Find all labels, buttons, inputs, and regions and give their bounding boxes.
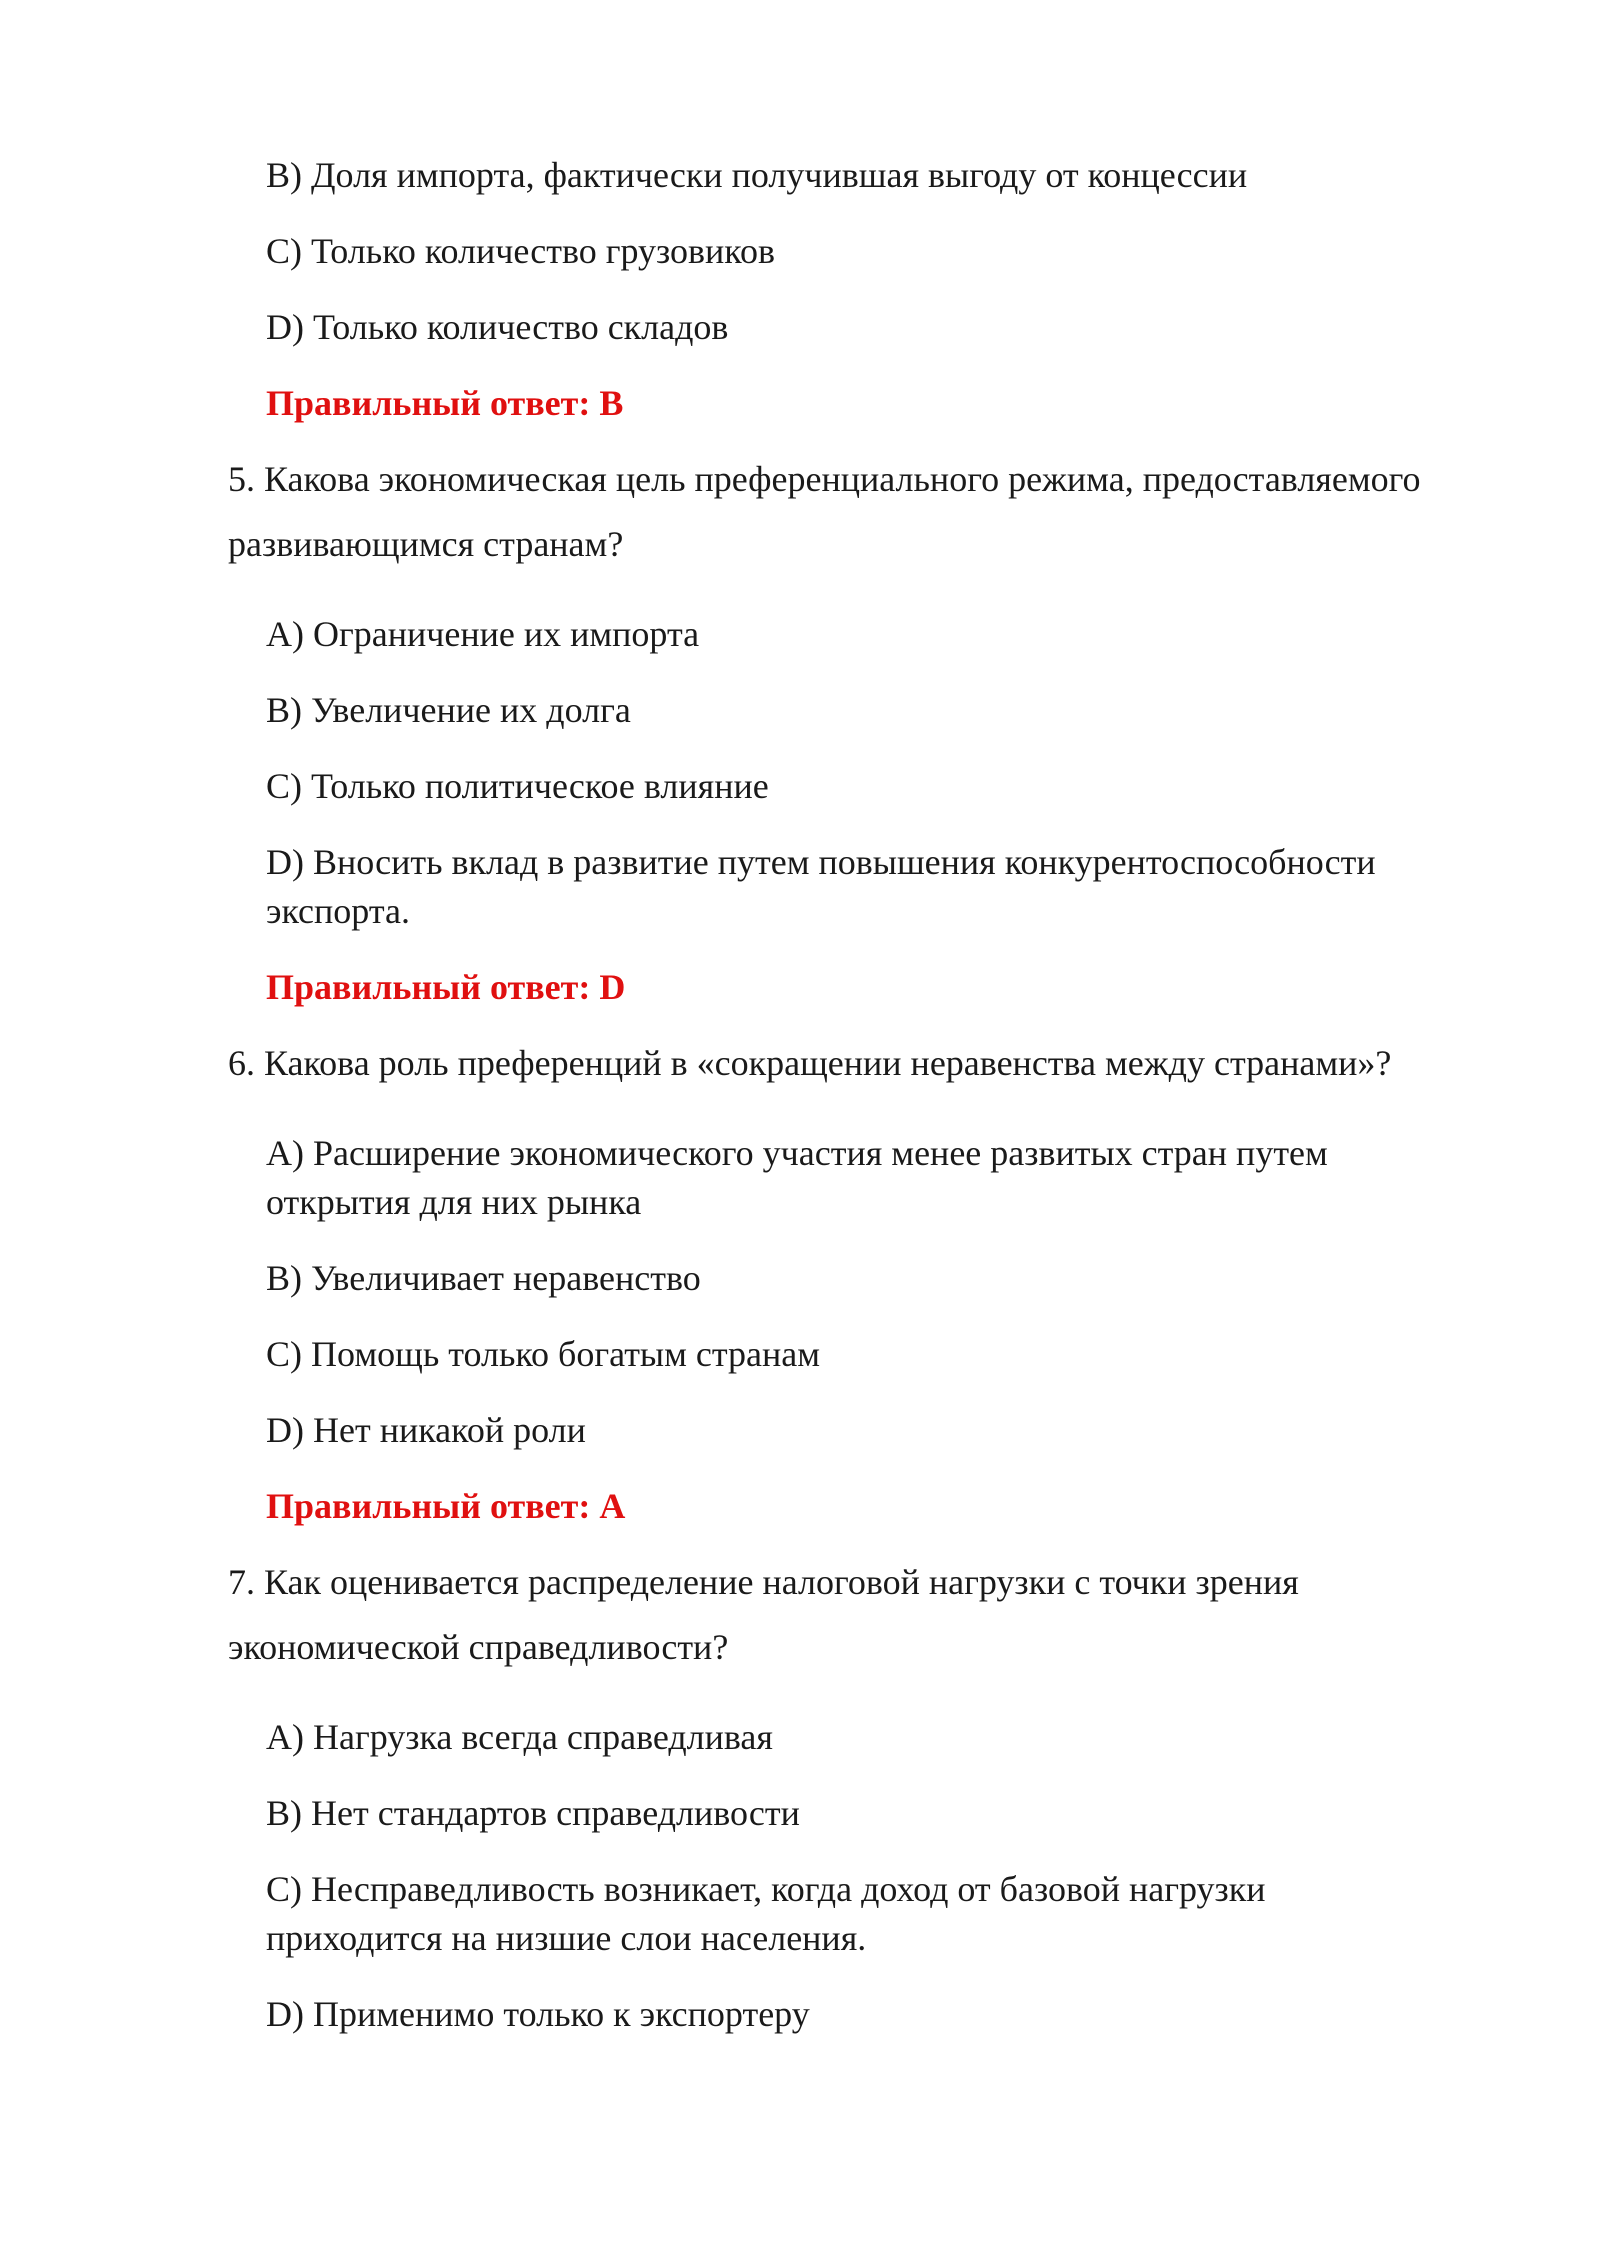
question-5-option-b: B) Увеличение их долга <box>266 690 631 730</box>
question-5-option-a: A) Ограничение их импорта <box>266 614 700 654</box>
question-6-option-a-line2: открытия для них рынка <box>266 1182 642 1222</box>
question-7-option-a: A) Нагрузка всегда справедливая <box>266 1717 773 1757</box>
question-7-option-c-line1: C) Несправедливость возникает, когда доход от базовой нагрузки <box>266 1869 1266 1909</box>
question-5-text-line2: развивающимся странам? <box>228 524 624 564</box>
option-c-prev: C) Только количество грузовиков <box>266 231 775 271</box>
correct-answer-prev: Правильный ответ: B <box>266 383 624 423</box>
question-6-correct-answer: Правильный ответ: A <box>266 1486 626 1526</box>
question-5-option-d-line1: D) Вносить вклад в развитие путем повышения конкурентоспособности <box>266 842 1376 882</box>
question-7-option-d: D) Применимо только к экспортеру <box>266 1994 810 2034</box>
question-6-option-d: D) Нет никакой роли <box>266 1410 586 1450</box>
question-5-option-d-line2: экспорта. <box>266 891 410 931</box>
question-6-option-c: C) Помощь только богатым странам <box>266 1334 821 1374</box>
question-6-text: 6. Какова роль преференций в «сокращении неравенства между странами»? <box>228 1043 1392 1083</box>
question-6-option-a-line1: A) Расширение экономического участия менее развитых стран путем <box>266 1133 1328 1173</box>
question-7-option-c-line2: приходится на низшие слои населения. <box>266 1918 867 1958</box>
question-6-option-b: B) Увеличивает неравенство <box>266 1258 701 1298</box>
question-7-text-line1: 7. Как оценивается распределение налоговой нагрузки с точки зрения <box>228 1562 1299 1602</box>
option-d-prev: D) Только количество складов <box>266 307 729 347</box>
question-7-text-line2: экономической справедливости? <box>228 1627 729 1667</box>
question-5-text-line1: 5. Какова экономическая цель преференциального режима, предоставляемого <box>228 459 1421 499</box>
question-5-correct-answer: Правильный ответ: D <box>266 967 626 1007</box>
option-b-prev: B) Доля импорта, фактически получившая выгоду от концессии <box>266 155 1248 195</box>
question-5-option-c: C) Только политическое влияние <box>266 766 769 806</box>
question-7-option-b: B) Нет стандартов справедливости <box>266 1793 800 1833</box>
